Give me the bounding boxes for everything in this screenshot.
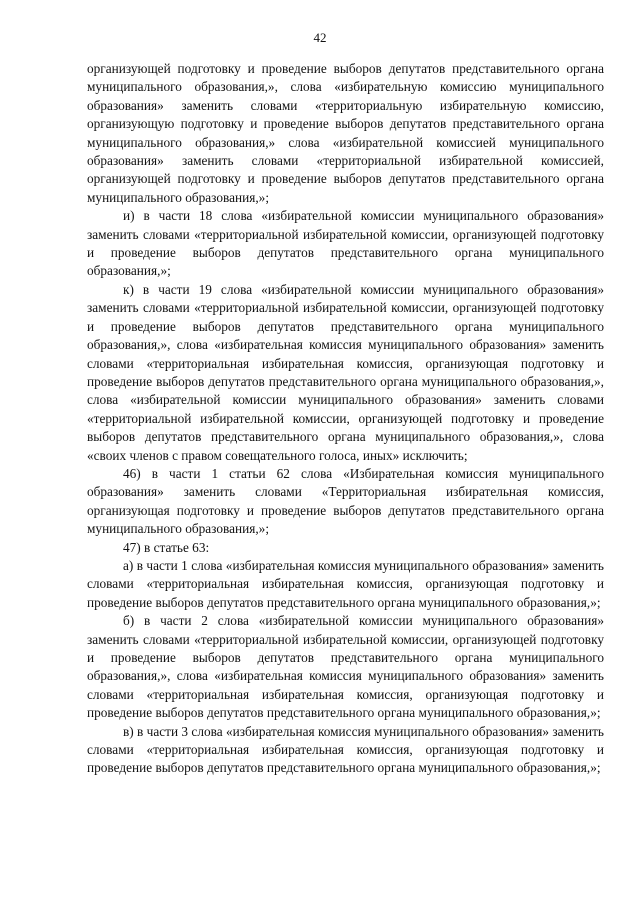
paragraph-item-k-part-19: к) в части 19 слова «избирательной комиссии муниципального образования» заменить словами «территориальной избирательной комиссии, организующей подготовку и проведение выборов депутатов представительного органа муниципального образования,», слова «избирательная комиссия муниципального образования» заменить словами «территориальная избирательная комиссия, организующая подготовку и проведение выборов депутатов представительного органа муниципального образования,», слова «избирательной комиссии муниципального образования» заменить словами «территориальной избирательной комиссии, организующей подготовку и проведение выборов депутатов представительного органа муниципального образования,», слова «своих членов с правом совещательного голоса, иных» исключить; xyxy=(87,281,604,463)
paragraph-item-a-part-1: а) в части 1 слова «избирательная комиссия муниципального образования» заменить словами «территориальная избирательная комиссия, организующая подготовку и проведение выборов депутатов представительного органа муниципального образования,»; xyxy=(87,557,604,610)
paragraph-item-v-part-3: в) в части 3 слова «избирательная комиссия муниципального образования» заменить словами «территориальная избирательная комиссия, организующая подготовку и проведение выборов депутатов представительного органа муниципального образования,»; xyxy=(87,723,604,776)
paragraph-item-i-part-18: и) в части 18 слова «избирательной комиссии муниципального образования» заменить словами «территориальной избирательной комиссии, организующей подготовку и проведение выборов депутатов представительного органа муниципального образования,»; xyxy=(87,208,604,279)
paragraph-item-46: 46) в части 1 статьи 62 слова «Избирательная комиссия муниципального образования» заменить словами «Территориальная избирательная комиссия, организующая подготовку и проведение выборов депутатов представительного органа муниципального образования,»; xyxy=(87,465,604,537)
paragraph-item-b-part-2: б) в части 2 слова «избирательной комиссии муниципального образования» заменить словами «территориальной избирательной комиссии, организующей подготовку и проведение выборов депутатов представительного органа муниципального образования,», слова «избирательная комиссия муниципального образования» заменить словами «территориальная избирательная комиссия, организующая подготовку и проведение выборов депутатов представительного органа муниципального образования,»; xyxy=(87,613,604,721)
document-body xyxy=(87,60,604,778)
paragraph-continuation: организующей подготовку и проведение выборов депутатов представительного органа муниципального образования,», слова «избирательную комиссию муниципального образования» заменить словами «территориальную избирательную комиссию, организующую подготовку и проведение выборов депутатов представительного органа муниципального образования,» слова «избирательной комиссией муниципального образования» заменить словами «территориальной избирательной комиссией, организующей подготовку и проведение выборов депутатов представительного органа муниципального образования,»; xyxy=(87,61,604,205)
page-number: 42 xyxy=(313,30,327,45)
paragraph-item-47: 47) в статье 63: xyxy=(123,539,210,555)
